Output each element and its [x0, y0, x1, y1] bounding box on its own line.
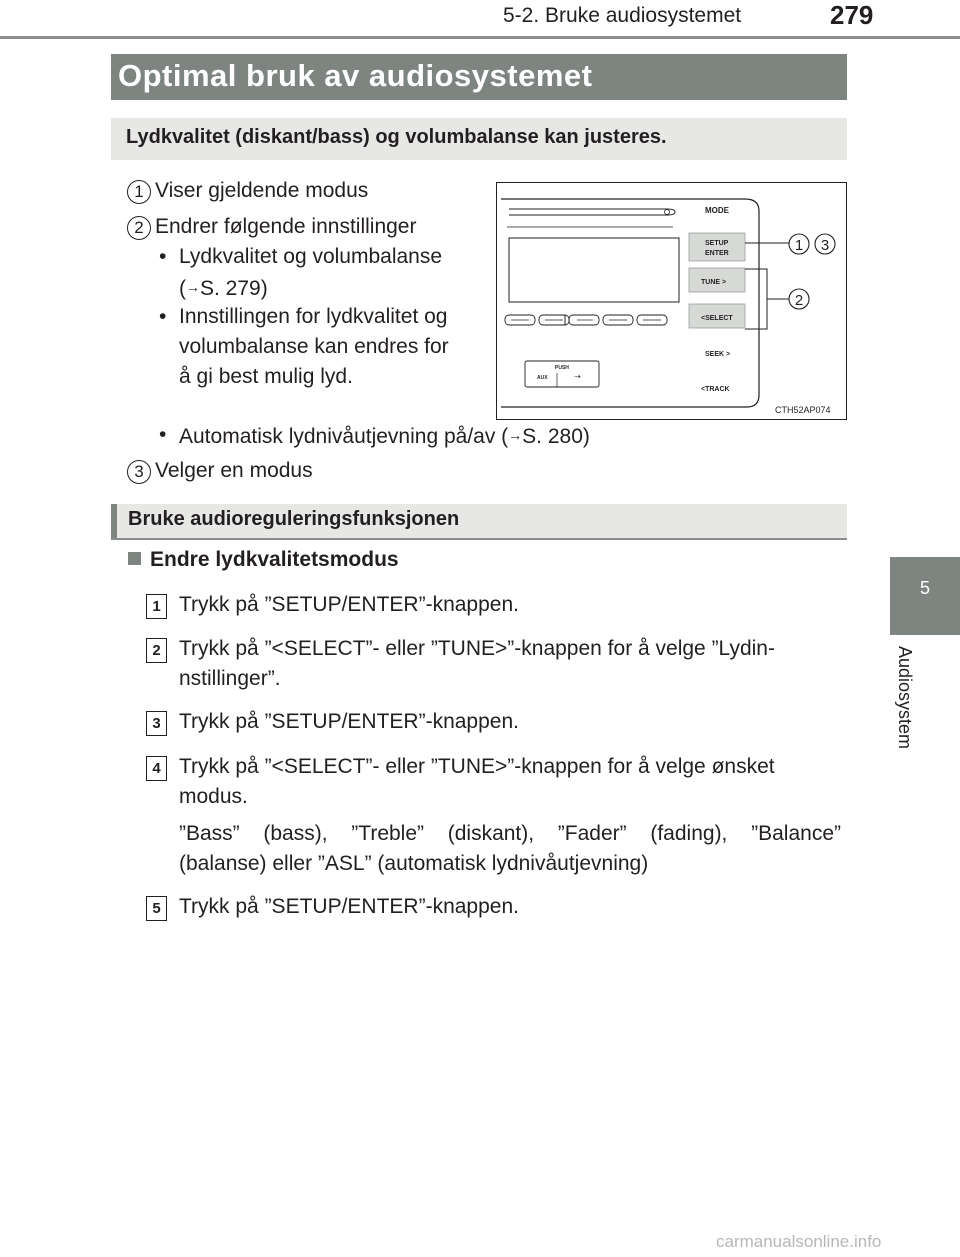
svg-text:2: 2 — [794, 292, 804, 309]
step-text-2-line2: nstillinger”. — [179, 667, 281, 690]
subheading-text: Endre lydkvalitetsmodus — [150, 548, 399, 571]
bullet-ref: S. 280) — [522, 425, 590, 448]
square-bullet-icon — [128, 552, 141, 565]
page-subtitle: Lydkvalitet (diskant/bass) og volumbalanse kan justeres. — [126, 126, 667, 148]
step-number-3: 3 — [146, 711, 167, 736]
subtitle-bar — [111, 118, 847, 160]
svg-text:SEEK >: SEEK > — [705, 351, 731, 358]
step-text-5: Trykk på ”SETUP/ENTER”-knappen. — [179, 895, 519, 918]
step-note-line1: ”Bass” (bass), ”Treble” (diskant), ”Fader” (fading), ”Balance” — [179, 822, 841, 845]
step-text-4-line2: modus. — [179, 785, 248, 808]
step-text-4-line1: Trykk på ”<SELECT”- eller ”TUNE>”-knappen for å velge ønsket — [179, 755, 775, 778]
callout-text-3: Velger en modus — [155, 459, 313, 482]
bullet-item: • Lydkvalitet og volumbalanse — [159, 245, 443, 268]
svg-text:MODE: MODE — [705, 206, 729, 215]
callout-number-3: 3 — [127, 460, 151, 484]
chapter-number: 5 — [919, 578, 930, 598]
step-number-1: 1 — [146, 594, 167, 619]
footer-watermark: carmanualsonline.info — [716, 1232, 882, 1251]
bullet-text: Lydkvalitet og volumbalanse — [179, 245, 443, 268]
svg-text:<TRACK: <TRACK — [701, 386, 730, 393]
bullet-text: Innstillingen for lydkvalitet og — [179, 305, 448, 328]
bullet-continuation: volumbalanse kan endres for — [179, 335, 449, 358]
bullet-item: • Innstillingen for lydkvalitet og — [159, 305, 448, 328]
title-bar — [111, 54, 847, 100]
step-text-1: Trykk på ”SETUP/ENTER”-knappen. — [179, 593, 519, 616]
audio-unit-figure — [496, 182, 847, 420]
callout-text-2: Endrer følgende innstillinger — [155, 215, 417, 238]
audio-unit-drawing — [497, 183, 846, 419]
usb-icon: ⇢ — [574, 372, 581, 381]
callout-number-2: 2 — [127, 216, 151, 240]
chapter-label — [894, 646, 924, 766]
svg-text:ENTER: ENTER — [705, 250, 729, 257]
section-bar — [111, 504, 847, 540]
page-number: 279 — [830, 0, 874, 30]
step-note-line2: (balanse) eller ”ASL” (automatisk lydnivåutjevning) — [179, 852, 649, 875]
bullet-ref: S. 279) — [200, 277, 268, 300]
svg-text:1: 1 — [794, 237, 804, 254]
section-title: Bruke audioreguleringsfunksjonen — [128, 508, 460, 530]
reference-arrow-icon: → — [186, 279, 200, 295]
svg-text:SETUP: SETUP — [705, 240, 729, 247]
header-rule — [0, 36, 960, 39]
step-text-2-line1: Trykk på ”<SELECT”- eller ”TUNE>”-knappen for å velge ”Lydin- — [179, 637, 775, 660]
figure-code: CTH52AP074 — [775, 405, 831, 415]
bullet-item: • Automatisk lydnivåutjevning på/av (→S. 280) — [179, 420, 590, 452]
step-text-3: Trykk på ”SETUP/ENTER”-knappen. — [179, 710, 519, 733]
subheading — [128, 548, 399, 572]
chapter-label-text: Audiosystem — [895, 646, 915, 750]
callout-text-1: Viser gjeldende modus — [155, 179, 369, 202]
reference-arrow-icon: → — [508, 427, 523, 443]
page-title: Optimal bruk av audiosystemet — [118, 58, 593, 93]
svg-text:PUSH: PUSH — [555, 365, 569, 371]
chapter-tab — [890, 557, 960, 635]
svg-text:TUNE >: TUNE > — [701, 279, 727, 286]
svg-text:AUX: AUX — [537, 375, 548, 381]
callout-number-1: 1 — [127, 180, 151, 204]
section-header: 5-2. Bruke audiosystemet — [503, 4, 742, 27]
bullet-continuation: (→S. 279) — [179, 272, 268, 304]
step-number-4: 4 — [146, 756, 167, 781]
bullet-text: Automatisk lydnivåutjevning på/av ( — [179, 425, 509, 448]
svg-text:3: 3 — [820, 237, 830, 254]
step-number-2: 2 — [146, 638, 167, 663]
bullet-continuation: å gi best mulig lyd. — [179, 365, 353, 388]
step-number-5: 5 — [146, 896, 167, 921]
svg-text:<SELECT: <SELECT — [701, 315, 733, 322]
